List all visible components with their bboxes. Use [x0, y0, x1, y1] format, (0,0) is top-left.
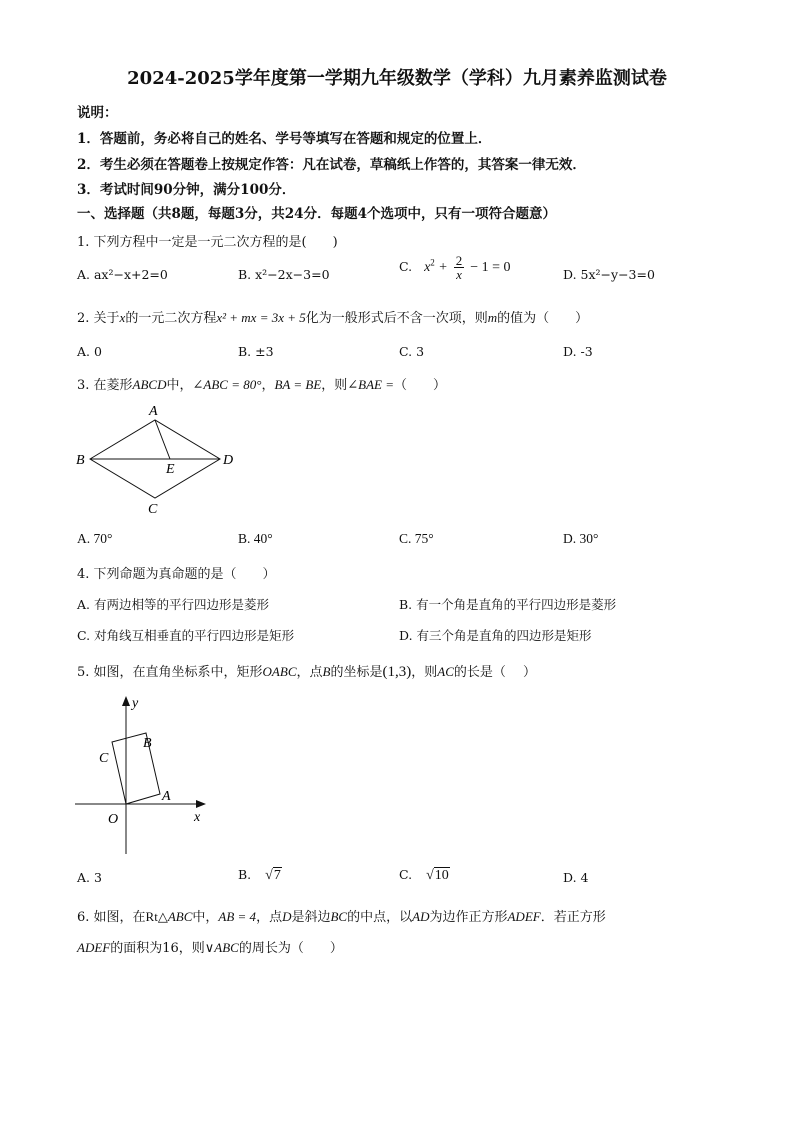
q1-frac-numerator: 2	[455, 253, 463, 268]
question-1-stem: 1. 下列方程中一定是一元二次方程的是( )	[77, 235, 338, 250]
question-4-stem: 4. 下列命题为真命题的是（ ）	[77, 567, 276, 582]
q3-option-a[interactable]: A. 70°	[77, 531, 113, 546]
instruction-item: 3．考试时间90分钟，满分100分．	[77, 182, 296, 198]
label-e: E	[166, 462, 175, 477]
segment-ae	[155, 420, 170, 459]
section-heading: 一、选择题（共8题，每题3分，共24分．每题4个选项中，只有一项符合题意）	[77, 206, 556, 222]
q4-option-a[interactable]: A. 有两边相等的平行四边形是菱形	[77, 597, 269, 612]
q1-option-a[interactable]: A. ax²−x+2=0	[77, 267, 168, 282]
page-title: 2024-2025学年度第一学期九年级数学（学科）九月素养监测试卷	[127, 68, 667, 89]
coordinate-figure	[70, 690, 220, 860]
label-c: C	[148, 502, 158, 517]
label-c: C	[99, 751, 109, 766]
instructions-heading: 说明：	[77, 105, 118, 121]
q2-option-d[interactable]: D. -3	[563, 344, 593, 359]
q2-option-a[interactable]: A. 0	[77, 344, 102, 359]
q2-option-c[interactable]: C. 3	[399, 344, 425, 359]
q1-option-d[interactable]: D. 5x²−y−3=0	[563, 267, 655, 282]
rectangle-oabc	[112, 733, 160, 804]
q5-option-a[interactable]: A. 3	[77, 870, 102, 885]
q3-option-b[interactable]: B. 40°	[238, 531, 273, 546]
q5-c-radicand: 10	[434, 868, 449, 883]
label-b: B	[76, 453, 85, 468]
y-axis-arrow	[122, 696, 130, 706]
q3-option-d[interactable]: D. 30°	[563, 531, 599, 546]
q5-option-d[interactable]: D. 4	[563, 870, 589, 885]
q3-option-c[interactable]: C. 75°	[399, 531, 434, 546]
rhombus-figure	[70, 398, 250, 523]
question-5-stem: 5. 如图，在直角坐标系中，矩形OABC，点B的坐标是(1,3)，则AC的长是（ ）	[77, 664, 537, 680]
q1-frac-denominator: x	[456, 267, 462, 282]
q4-option-c[interactable]: C. 对角线互相垂直的平行四边形是矩形	[77, 628, 295, 643]
q1-option-c[interactable]: C. $x^2$ + $\frac{2}{x}$ − 1 = 0	[399, 253, 511, 282]
q4-option-b[interactable]: B. 有一个角是直角的平行四边形是菱形	[399, 597, 617, 612]
question-3-stem: 3. 在菱形ABCD中，∠ABC = 80°，BA = BE，则∠BAE =（ ）	[77, 377, 447, 393]
instruction-item: 2．考生必须在答题卷上按规定作答：凡在试卷，草稿纸上作答的，其答案一律无效．	[77, 157, 586, 173]
question-6-line-1: 6. 如图，在Rt△ABC中，AB = 4，点D是斜边BC的中点，以AD为边作正方形ADEF．若正方形	[77, 909, 606, 925]
label-d: D	[223, 453, 234, 468]
q2-option-b[interactable]: B. ±3	[238, 344, 274, 359]
q5-option-b[interactable]: B. √7	[238, 867, 281, 883]
label-b: B	[143, 736, 152, 751]
q4-option-d[interactable]: D. 有三个角是直角的四边形是矩形	[399, 628, 592, 643]
instruction-item: 1．答题前，务必将自己的姓名、学号等填写在答题和规定的位置上．	[77, 131, 492, 147]
label-a: A	[149, 404, 158, 419]
q1-option-c-label: C.	[399, 259, 413, 274]
question-6-line-2: ADEF的面积为16，则∨ABC的周长为（ ）	[77, 940, 343, 956]
q1-option-b[interactable]: B. x²−2x−3=0	[238, 267, 330, 282]
q5-option-c[interactable]: C. √10	[399, 867, 449, 883]
x-axis-arrow	[196, 800, 206, 808]
label-a: A	[162, 789, 171, 804]
question-2-stem: 2. 关于x的一元二次方程x² + mx = 3x + 5化为一般形式后不含一次项，则m的值为（ ）	[77, 310, 589, 326]
label-o: O	[108, 812, 119, 827]
label-y: y	[132, 696, 139, 711]
q5-b-radicand: 7	[273, 868, 281, 883]
label-x: x	[194, 810, 201, 825]
